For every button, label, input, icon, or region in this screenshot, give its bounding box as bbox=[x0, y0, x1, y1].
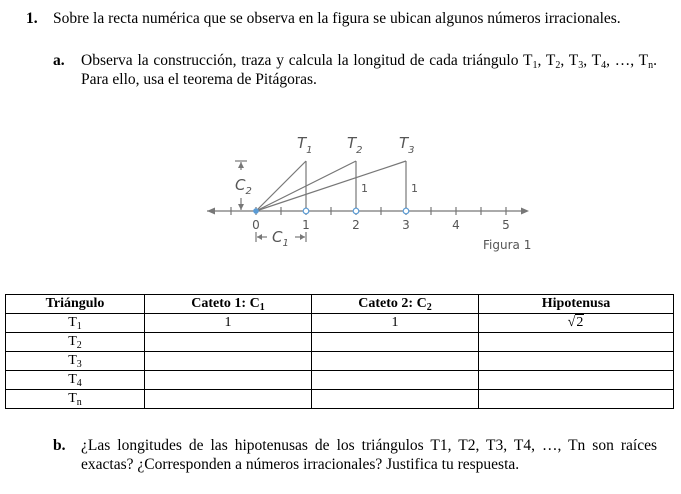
cell-cateto-1[interactable]: 1 bbox=[145, 314, 312, 333]
triangle-sub: 2 bbox=[356, 145, 363, 156]
arrow-down-icon bbox=[238, 204, 244, 210]
hypotenuse-t3 bbox=[256, 161, 406, 211]
table-row bbox=[6, 352, 674, 371]
row-letter: T bbox=[68, 315, 77, 330]
cell-cateto-1[interactable] bbox=[145, 371, 312, 390]
point-origin bbox=[253, 208, 259, 214]
figure-caption: Figura 1 bbox=[483, 238, 532, 252]
question-1 bbox=[26, 9, 656, 28]
sqrt-expression: √2 bbox=[567, 315, 584, 330]
c-letter: C bbox=[272, 228, 283, 246]
table-row bbox=[6, 371, 674, 390]
tick-label: 0 bbox=[252, 218, 260, 232]
cell-cateto-2[interactable] bbox=[312, 371, 479, 390]
arrow-up-icon bbox=[238, 162, 244, 168]
question-text: Sobre la recta numérica que se observa en la figura se ubican algunos números irracionales. bbox=[53, 10, 621, 27]
table-header-row bbox=[6, 295, 674, 314]
cell-triangle bbox=[6, 333, 145, 352]
table-row bbox=[6, 333, 674, 352]
cell-hipotenusa[interactable] bbox=[479, 371, 674, 390]
t-sub: 4 bbox=[601, 60, 607, 71]
c2-label bbox=[235, 176, 252, 197]
cell-cateto-1[interactable] bbox=[145, 352, 312, 371]
tick-label: 5 bbox=[502, 218, 510, 232]
header-main: Cateto 1: C bbox=[191, 296, 260, 311]
figure-number-line bbox=[195, 128, 540, 258]
row-sub: n bbox=[76, 397, 82, 408]
tick-label: 3 bbox=[402, 218, 410, 232]
header-sub: 1 bbox=[259, 302, 265, 313]
point-3 bbox=[403, 208, 409, 214]
triangle-sub: 1 bbox=[306, 145, 313, 156]
cell-cateto-1[interactable] bbox=[145, 333, 312, 352]
triangles-table bbox=[5, 294, 674, 409]
arrow-left-icon bbox=[207, 208, 215, 215]
cell-cateto-2[interactable] bbox=[312, 333, 479, 352]
cell-triangle bbox=[6, 352, 145, 371]
row-sub: 1 bbox=[76, 321, 82, 332]
c-sub: 2 bbox=[245, 186, 252, 197]
part-a bbox=[53, 51, 657, 89]
header-cateto-1 bbox=[145, 295, 312, 314]
arrow-left-icon bbox=[257, 234, 262, 240]
cell-cateto-2[interactable] bbox=[312, 352, 479, 371]
t-sub: 2 bbox=[555, 60, 561, 71]
t-sep: , T bbox=[560, 52, 579, 69]
cell-cateto-2[interactable] bbox=[312, 390, 479, 409]
part-a-label: a. bbox=[53, 52, 65, 69]
cell-hipotenusa[interactable] bbox=[479, 390, 674, 409]
triangle-label-t2 bbox=[347, 134, 363, 156]
triangle-label-t1 bbox=[297, 134, 313, 156]
tick-label: 2 bbox=[352, 218, 360, 232]
part-b-text: ¿Las longitudes de las hipotenusas de los triángulos T1, T2, T3, T4, …, Tn son raíces exactas? ¿Corresponden a números irracionales? Justifica tu respuesta. bbox=[81, 437, 657, 473]
t-sep: , T bbox=[583, 52, 602, 69]
point-2 bbox=[353, 208, 359, 214]
cell-triangle bbox=[6, 390, 145, 409]
triangle-sub: 3 bbox=[408, 145, 415, 156]
part-a-text-before: Observa la construcción, traza y calcula la longitud de cada triángulo T bbox=[81, 52, 533, 69]
c1-label bbox=[272, 228, 289, 249]
leg-label: 1 bbox=[361, 182, 368, 195]
tick-label: 1 bbox=[302, 218, 310, 232]
part-b bbox=[53, 436, 657, 474]
cell-cateto-1[interactable] bbox=[145, 390, 312, 409]
header-cateto-2 bbox=[312, 295, 479, 314]
part-b-label: b. bbox=[53, 437, 66, 454]
c-letter: C bbox=[235, 176, 246, 194]
row-sub: 3 bbox=[76, 359, 82, 370]
header-sub: 2 bbox=[426, 302, 432, 313]
question-number: 1. bbox=[26, 10, 38, 27]
number-line-svg bbox=[195, 128, 540, 258]
t-sep: , …, T bbox=[606, 52, 649, 69]
header-main: Cateto 2: C bbox=[358, 296, 427, 311]
leg-label: 1 bbox=[411, 182, 418, 195]
cell-triangle bbox=[6, 314, 145, 333]
point-1 bbox=[303, 208, 309, 214]
cell-hipotenusa[interactable] bbox=[479, 333, 674, 352]
arrow-right-icon bbox=[300, 234, 305, 240]
t-sub: 1 bbox=[532, 60, 538, 71]
header-hipotenusa: Hipotenusa bbox=[479, 295, 674, 314]
table-row bbox=[6, 314, 674, 333]
part-a-text bbox=[81, 51, 657, 89]
row-letter: T bbox=[68, 372, 77, 387]
row-sub: 4 bbox=[76, 378, 82, 389]
t-sub: n bbox=[648, 60, 654, 71]
cell-hipotenusa[interactable] bbox=[479, 352, 674, 371]
cell-triangle bbox=[6, 371, 145, 390]
part-a-text-after: . Para ello, usa el teorema de Pitágoras. bbox=[81, 52, 657, 88]
triangle-letter: T bbox=[297, 134, 307, 152]
header-triangulo: Triángulo bbox=[6, 295, 145, 314]
row-letter: T bbox=[68, 334, 77, 349]
cell-hipotenusa[interactable] bbox=[479, 314, 674, 333]
cell-cateto-2[interactable]: 1 bbox=[312, 314, 479, 333]
triangle-letter: T bbox=[347, 134, 357, 152]
row-letter: T bbox=[68, 353, 77, 368]
arrow-right-icon bbox=[521, 208, 529, 215]
sqrt-radicand: 2 bbox=[576, 315, 584, 330]
c-sub: 1 bbox=[282, 238, 289, 249]
t-sub: 3 bbox=[578, 60, 584, 71]
triangle-letter: T bbox=[399, 134, 409, 152]
hypotenuse-t1 bbox=[256, 161, 306, 211]
triangle-label-t3 bbox=[399, 134, 415, 156]
t-sep: , T bbox=[537, 52, 556, 69]
row-letter: T bbox=[68, 391, 77, 406]
table-row bbox=[6, 390, 674, 409]
tick-label: 4 bbox=[452, 218, 460, 232]
row-sub: 2 bbox=[76, 340, 82, 351]
